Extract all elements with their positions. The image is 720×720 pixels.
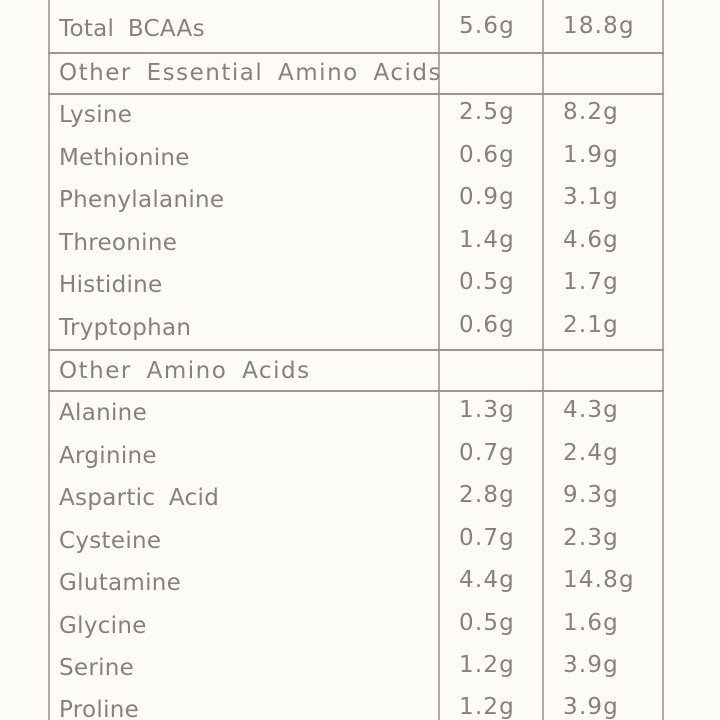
- row-value-1: 1.3g: [459, 397, 515, 423]
- row-value-2: 3.9g: [563, 652, 619, 678]
- row-divider: [48, 93, 664, 95]
- row-value-1: 2.5g: [459, 99, 515, 125]
- section-header-other: Other Amino Acids: [59, 358, 311, 384]
- row-value-2: 9.3g: [563, 482, 619, 508]
- row-value-2: 2.4g: [563, 440, 619, 466]
- row-value-2: 8.2g: [563, 99, 619, 125]
- row-value-1: 0.9g: [459, 184, 515, 210]
- row-name: Cysteine: [59, 528, 162, 554]
- row-value-2: 1.9g: [563, 142, 619, 168]
- section-header-essential: Other Essential Amino Acids: [59, 60, 442, 86]
- column-divider-1: [438, 0, 440, 720]
- row-value-2: 14.8g: [563, 567, 635, 593]
- row-name: Serine: [59, 655, 135, 681]
- row-value-1: 0.5g: [459, 269, 515, 295]
- row-value-1: 0.7g: [459, 525, 515, 551]
- row-divider: [48, 349, 664, 351]
- row-name: Glycine: [59, 613, 147, 639]
- row-value-2: 4.3g: [563, 397, 619, 423]
- row-value-2: 1.7g: [563, 269, 619, 295]
- row-value-1: 2.8g: [459, 482, 515, 508]
- row-value-1: 0.5g: [459, 610, 515, 636]
- row-name: Alanine: [59, 400, 148, 426]
- row-name: Glutamine: [59, 570, 182, 596]
- row-name: Phenylalanine: [59, 187, 225, 213]
- row-value-2: 1.6g: [563, 610, 619, 636]
- row-value-2: 18.8g: [563, 13, 635, 39]
- row-name: Threonine: [59, 230, 178, 256]
- row-value-2: 2.1g: [563, 312, 619, 338]
- row-value-1: 1.2g: [459, 694, 515, 720]
- row-name: Histidine: [59, 272, 163, 298]
- table-border-left: [48, 0, 50, 720]
- row-value-2: 3.1g: [563, 184, 619, 210]
- row-name: Lysine: [59, 102, 133, 128]
- row-divider: [48, 52, 664, 54]
- row-value-1: 0.7g: [459, 440, 515, 466]
- row-value-1: 0.6g: [459, 312, 515, 338]
- row-value-1: 0.6g: [459, 142, 515, 168]
- row-value-1: 1.4g: [459, 227, 515, 253]
- table-border-right: [662, 0, 664, 720]
- row-value-1: 1.2g: [459, 652, 515, 678]
- row-divider: [48, 390, 664, 392]
- row-value-2: 2.3g: [563, 525, 619, 551]
- row-name: Tryptophan: [59, 315, 192, 341]
- row-value-2: 4.6g: [563, 227, 619, 253]
- row-value-1: 5.6g: [459, 13, 515, 39]
- row-name: Total BCAAs: [59, 16, 205, 42]
- row-name: Arginine: [59, 443, 157, 469]
- row-name: Methionine: [59, 145, 190, 171]
- row-value-1: 4.4g: [459, 567, 515, 593]
- column-divider-2: [542, 0, 544, 720]
- row-value-2: 3.9g: [563, 694, 619, 720]
- row-name: Aspartic Acid: [59, 485, 220, 511]
- row-name: Proline: [59, 697, 140, 720]
